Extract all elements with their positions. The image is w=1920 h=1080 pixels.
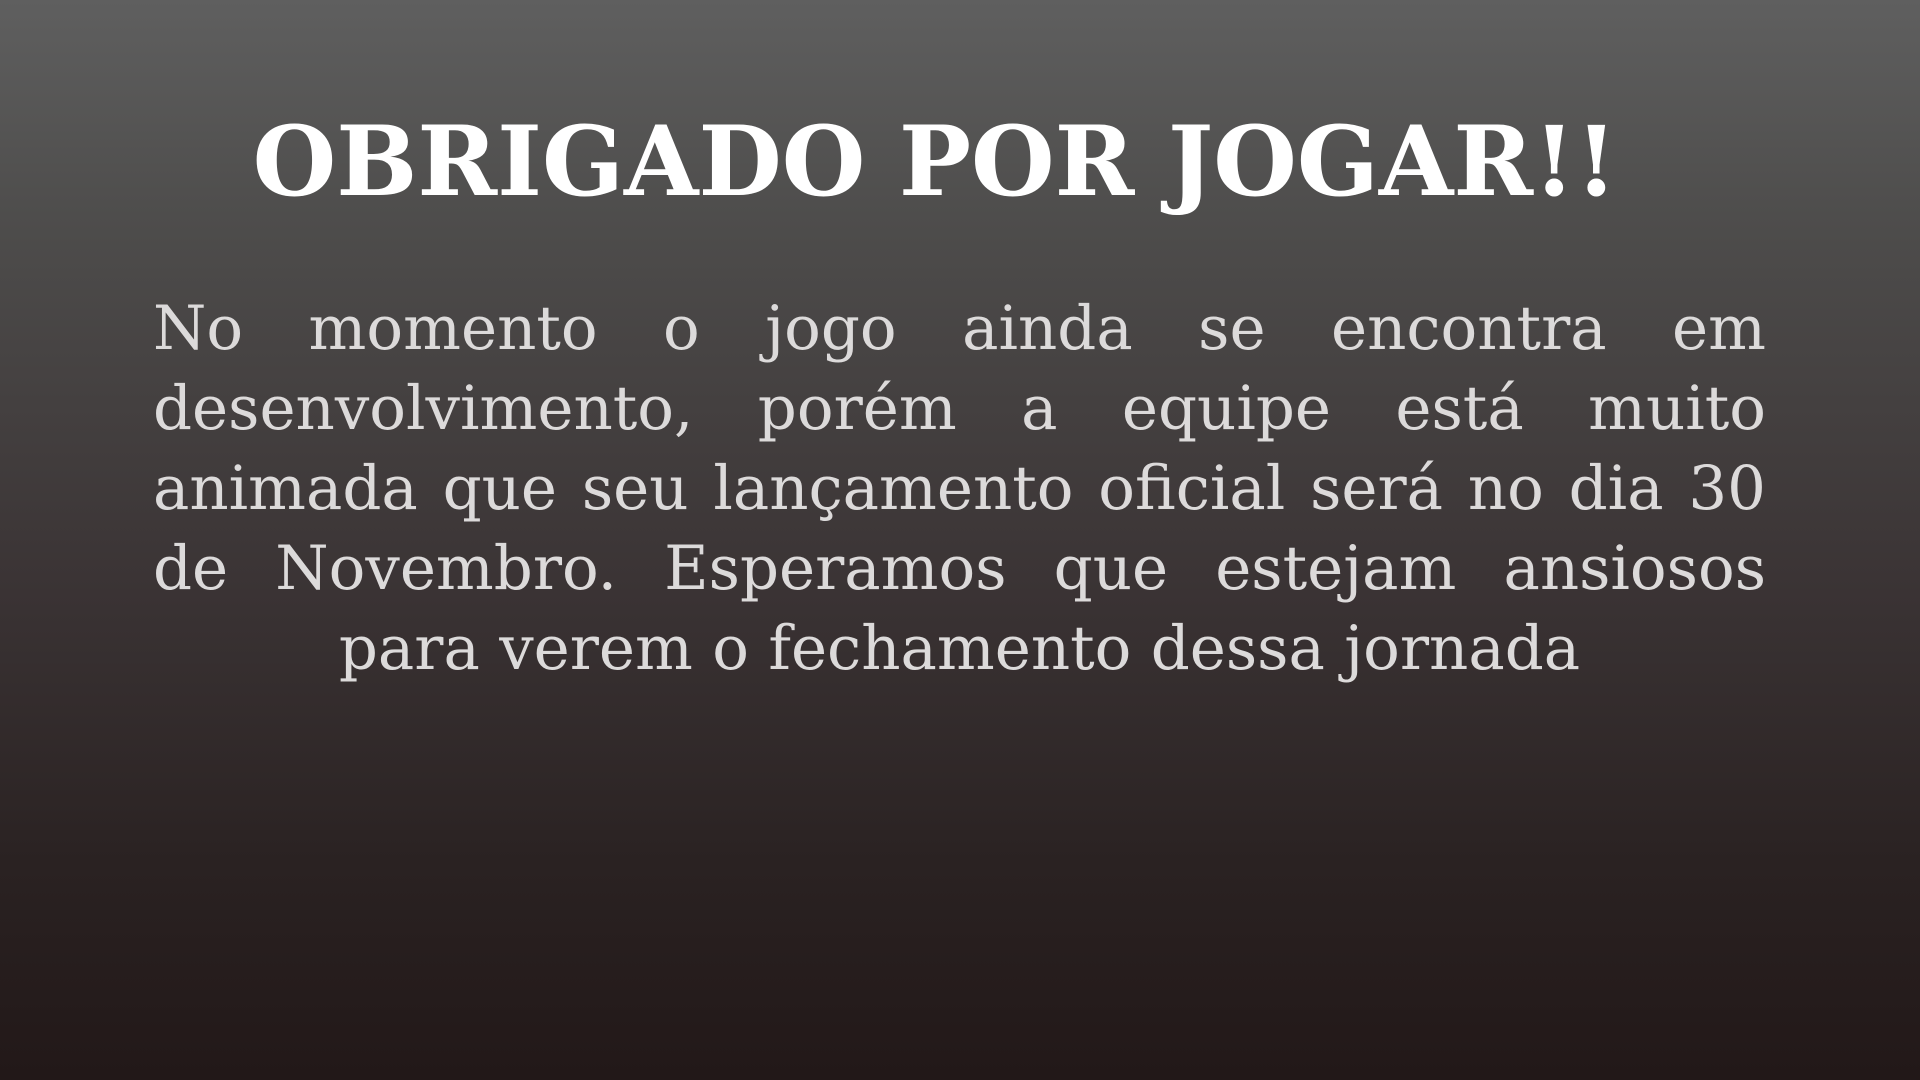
development-message: No momento o jogo ainda se encontra em desenvolvimento, porém a equipe está muito animada que seu lançamento oficial será no dia 30 de Novembro. Esperamos que estejam ansiosos para verem o fechamento dessa jornada: [153, 293, 1766, 684]
thank-you-title: OBRIGADO POR JOGAR!!: [252, 105, 1618, 218]
